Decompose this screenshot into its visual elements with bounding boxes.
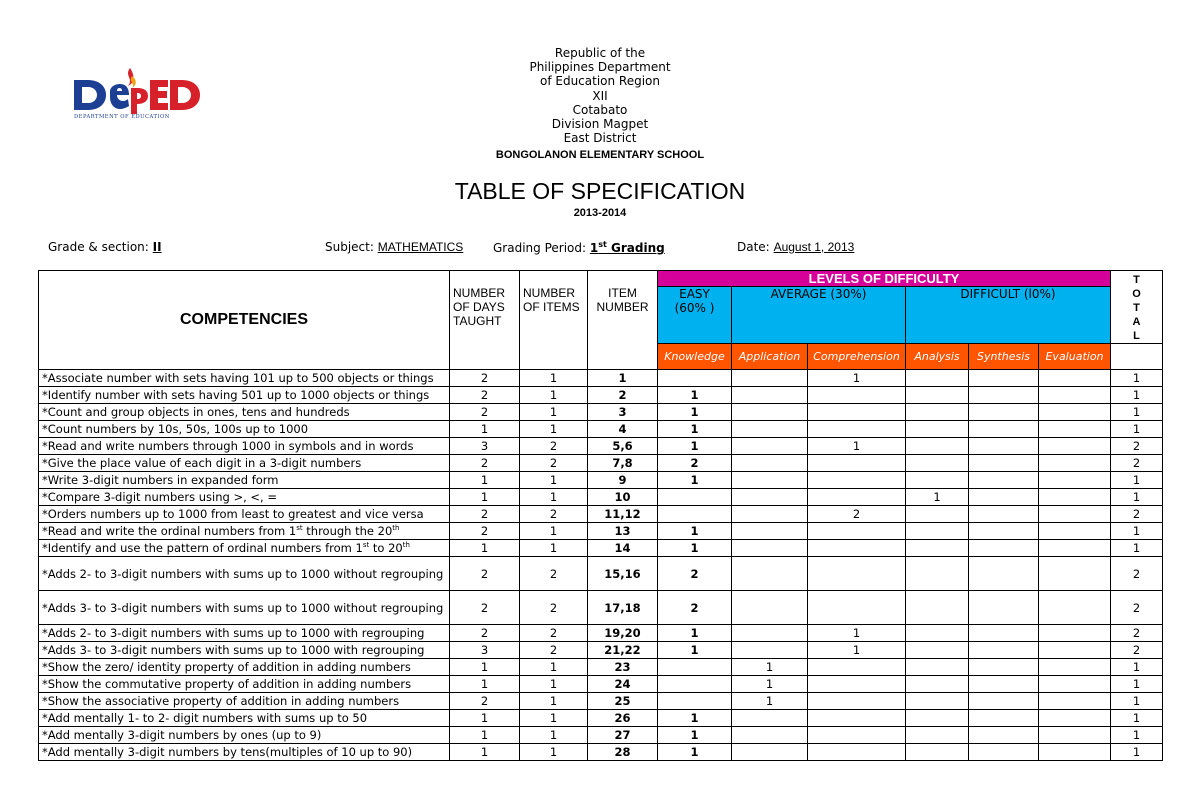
knowledge-cell [658,659,732,676]
items-cell: 1 [520,659,588,676]
comprehension-cell: 1 [808,438,906,455]
synthesis-cell [969,693,1039,710]
total-cell: 1 [1111,676,1163,693]
date-value: August 1, 2013 [773,240,855,254]
application-cell [732,472,808,489]
synthesis-cell [969,506,1039,523]
total-cell: 2 [1111,625,1163,642]
knowledge-cell: 1 [658,404,732,421]
knowledge-cell [658,693,732,710]
svg-text:DEPARTMENT OF EDUCATION: DEPARTMENT OF EDUCATION [74,114,170,120]
total-cell: 1 [1111,540,1163,557]
comprehension-cell [808,676,906,693]
item-number-cell: 14 [588,540,658,557]
synthesis-cell [969,557,1039,591]
days-cell: 3 [450,642,520,659]
total-cell: 1 [1111,370,1163,387]
grading-period [493,240,665,255]
header-line: of Education Region [539,74,661,89]
application-cell [732,421,808,438]
comprehension-cell [808,455,906,472]
item-number-cell: 2 [588,387,658,404]
table-row [39,710,1163,727]
total-cell: 1 [1111,693,1163,710]
items-cell: 2 [520,642,588,659]
competency-cell: *Show the associative property of addition in adding numbers [39,693,450,710]
total-cell: 2 [1111,438,1163,455]
competency-cell: *Read and write the ordinal numbers from 1st through the 20th [39,523,450,540]
analysis-cell [906,710,969,727]
analysis-cell [906,642,969,659]
synthesis-cell [969,591,1039,625]
table-row [39,591,1163,625]
item-number-cell: 1 [588,370,658,387]
competencies-header: COMPETENCIES [39,271,450,370]
analysis-cell [906,591,969,625]
application-cell [732,370,808,387]
knowledge-cell: 1 [658,625,732,642]
comprehension-cell [808,710,906,727]
knowledge-cell: 2 [658,557,732,591]
items-cell: 2 [520,455,588,472]
levels-of-difficulty-header: LEVELS OF DIFFICULTY [658,271,1111,287]
school-name: BONGOLANON ELEMENTARY SCHOOL [495,149,705,162]
document-title: TABLE OF SPECIFICATION [454,178,746,204]
competency-cell: *Add mentally 1- to 2- digit numbers with sums up to 50 [39,710,450,727]
comprehension-cell: 1 [808,370,906,387]
total-cell: 1 [1111,472,1163,489]
application-cell: 1 [732,659,808,676]
evaluation-cell [1039,659,1111,676]
evaluation-cell [1039,693,1111,710]
evaluation-cell [1039,438,1111,455]
subject-value: MATHEMATICS [377,240,464,254]
item-number-cell: 19,20 [588,625,658,642]
synthesis-cell [969,404,1039,421]
synthesis-cell [969,472,1039,489]
evaluation-cell [1039,421,1111,438]
evaluation-cell [1039,489,1111,506]
comprehension-cell [808,727,906,744]
synthesis-cell [969,727,1039,744]
analysis-cell [906,676,969,693]
competency-cell: *Adds 2- to 3-digit numbers with sums up to 1000 with regrouping [39,625,450,642]
analysis-cell [906,625,969,642]
analysis-cell [906,438,969,455]
easy-header: EASY (60% ) [658,287,732,344]
period-label: Grading Period: [493,241,587,255]
days-cell: 1 [450,421,520,438]
total-cell: 1 [1111,387,1163,404]
total-cell: 1 [1111,421,1163,438]
items-cell: 1 [520,540,588,557]
total-cell: 1 [1111,744,1163,761]
items-cell: 2 [520,557,588,591]
total-cell: 1 [1111,710,1163,727]
competency-cell: *Give the place value of each digit in a 3-digit numbers [39,455,450,472]
items-cell: 1 [520,727,588,744]
total-cell: 2 [1111,557,1163,591]
table-row [39,421,1163,438]
evaluation-cell [1039,591,1111,625]
competency-cell: *Read and write numbers through 1000 in symbols and in words [39,438,450,455]
application-cell [732,540,808,557]
days-cell: 1 [450,727,520,744]
synthesis-cell [969,523,1039,540]
knowledge-cell: 2 [658,455,732,472]
grade-value: II [152,240,162,254]
agency-header [450,46,750,163]
competency-cell: *Associate number with sets having 101 up to 500 objects or things [39,370,450,387]
knowledge-cell [658,489,732,506]
days-cell: 2 [450,693,520,710]
days-cell: 2 [450,591,520,625]
synthesis-cell [969,642,1039,659]
total-cell: 2 [1111,642,1163,659]
application-cell [732,404,808,421]
days-cell: 2 [450,625,520,642]
item-number-cell: 24 [588,676,658,693]
analysis-cell [906,421,969,438]
total-cell: 1 [1111,659,1163,676]
evaluation-cell [1039,472,1111,489]
items-cell: 2 [520,625,588,642]
header-line: Republic of the [554,46,646,60]
items-cell: 1 [520,472,588,489]
knowledge-cell: 1 [658,710,732,727]
evaluation-cell [1039,625,1111,642]
competency-cell: *Identify and use the pattern of ordinal numbers from 1st to 20th [39,540,450,557]
knowledge-cell [658,370,732,387]
days-cell: 2 [450,387,520,404]
days-cell: 2 [450,370,520,387]
competency-cell: *Write 3-digit numbers in expanded form [39,472,450,489]
comprehension-cell [808,557,906,591]
analysis-cell [906,472,969,489]
item-number-cell: 21,22 [588,642,658,659]
item-number-cell: 3 [588,404,658,421]
total-header: T O T A L [1111,271,1163,344]
synthesis-cell [969,489,1039,506]
comprehension-cell [808,387,906,404]
knowledge-cell: 1 [658,438,732,455]
competency-cell: *Orders numbers up to 1000 from least to greatest and vice versa [39,506,450,523]
total-cell: 2 [1111,455,1163,472]
knowledge-cell: 1 [658,744,732,761]
table-row [39,455,1163,472]
table-row [39,404,1163,421]
competency-cell: *Add mentally 3-digit numbers by tens(multiples of 10 up to 90) [39,744,450,761]
comprehension-cell [808,404,906,421]
competency-cell: *Adds 2- to 3-digit numbers with sums up to 1000 without regrouping [39,557,450,591]
subject-label: Subject: [325,240,374,254]
days-cell: 1 [450,710,520,727]
days-cell: 1 [450,540,520,557]
days-cell: 1 [450,472,520,489]
knowledge-cell [658,506,732,523]
comprehension-cell: 1 [808,642,906,659]
analysis-cell [906,404,969,421]
comprehension-cell [808,693,906,710]
table-row [39,387,1163,404]
total-header-blank [1111,344,1163,370]
synthesis-cell [969,625,1039,642]
items-cell: 2 [520,506,588,523]
analysis-header: Analysis [906,344,969,370]
analysis-cell [906,744,969,761]
total-cell: 2 [1111,506,1163,523]
analysis-cell [906,455,969,472]
application-cell [732,557,808,591]
evaluation-cell [1039,540,1111,557]
knowledge-cell: 1 [658,472,732,489]
days-cell: 2 [450,557,520,591]
analysis-cell [906,540,969,557]
item-number-cell: 27 [588,727,658,744]
number-of-items-header: NUMBER OF ITEMS [520,271,588,370]
application-cell [732,642,808,659]
comprehension-cell [808,489,906,506]
header-line: Cotabato [572,102,628,117]
table-row [39,370,1163,387]
days-cell: 1 [450,489,520,506]
specification-table [38,270,1163,761]
synthesis-cell [969,710,1039,727]
item-number-cell: 4 [588,421,658,438]
table-row [39,625,1163,642]
analysis-cell [906,523,969,540]
item-number-cell: 26 [588,710,658,727]
application-cell [732,455,808,472]
application-cell [732,438,808,455]
comprehension-cell: 2 [808,506,906,523]
items-cell: 1 [520,421,588,438]
competency-cell: *Add mentally 3-digit numbers by ones (up to 9) [39,727,450,744]
grade-label: Grade & section: [48,240,149,254]
comprehension-cell [808,540,906,557]
school-year: 2013-2014 [573,207,627,219]
competency-cell: *Adds 3- to 3-digit numbers with sums up to 1000 without regrouping [39,591,450,625]
evaluation-cell [1039,557,1111,591]
analysis-cell [906,387,969,404]
days-cell: 2 [450,404,520,421]
item-number-cell: 25 [588,693,658,710]
comprehension-header: Comprehension [808,344,906,370]
items-cell: 1 [520,693,588,710]
days-taught-header: NUMBER OF DAYS TAUGHT [450,271,520,370]
competency-cell: *Count numbers by 10s, 50s, 100s up to 1000 [39,421,450,438]
item-number-header: ITEM NUMBER [588,271,658,370]
table-row [39,557,1163,591]
competency-cell: *Count and group objects in ones, tens and hundreds [39,404,450,421]
items-cell: 1 [520,710,588,727]
application-cell [732,710,808,727]
application-cell [732,744,808,761]
synthesis-cell [969,370,1039,387]
items-cell: 1 [520,387,588,404]
days-cell: 2 [450,523,520,540]
item-number-cell: 10 [588,489,658,506]
item-number-cell: 9 [588,472,658,489]
items-cell: 1 [520,676,588,693]
application-cell [732,591,808,625]
comprehension-cell [808,591,906,625]
analysis-cell: 1 [906,489,969,506]
application-cell [732,506,808,523]
competency-cell: *Compare 3-digit numbers using >, <, = [39,489,450,506]
days-cell: 1 [450,676,520,693]
item-number-cell: 15,16 [588,557,658,591]
competency-cell: *Adds 3- to 3-digit numbers with sums up to 1000 with regrouping [39,642,450,659]
item-number-cell: 5,6 [588,438,658,455]
analysis-cell [906,370,969,387]
analysis-cell [906,506,969,523]
subject [325,240,463,254]
application-header: Application [732,344,808,370]
difficult-header: DIFFICULT (l0%) [906,287,1111,344]
items-cell: 2 [520,591,588,625]
application-cell: 1 [732,676,808,693]
synthesis-header: Synthesis [969,344,1039,370]
table-row [39,506,1163,523]
comprehension-cell [808,472,906,489]
knowledge-cell: 1 [658,523,732,540]
table-row [39,642,1163,659]
application-cell [732,523,808,540]
item-number-cell: 7,8 [588,455,658,472]
application-cell [732,625,808,642]
average-header: AVERAGE (30%) [732,287,906,344]
analysis-cell [906,693,969,710]
table-row [39,676,1163,693]
synthesis-cell [969,676,1039,693]
knowledge-cell: 1 [658,421,732,438]
table-row [39,523,1163,540]
table-row [39,727,1163,744]
evaluation-cell [1039,387,1111,404]
evaluation-cell [1039,523,1111,540]
header-line: East District [563,131,637,146]
synthesis-cell [969,387,1039,404]
grade-section [48,240,162,254]
table-row [39,472,1163,489]
evaluation-cell [1039,727,1111,744]
total-cell: 1 [1111,727,1163,744]
evaluation-cell [1039,370,1111,387]
days-cell: 2 [450,455,520,472]
evaluation-cell [1039,506,1111,523]
application-cell: 1 [732,693,808,710]
total-cell: 1 [1111,489,1163,506]
analysis-cell [906,727,969,744]
total-cell: 1 [1111,404,1163,421]
item-number-cell: 11,12 [588,506,658,523]
evaluation-cell [1039,744,1111,761]
items-cell: 1 [520,404,588,421]
table-body [39,370,1163,761]
table-row [39,489,1163,506]
analysis-cell [906,557,969,591]
competency-cell: *Show the commutative property of addition in adding numbers [39,676,450,693]
comprehension-cell: 1 [808,625,906,642]
analysis-cell [906,659,969,676]
items-cell: 1 [520,370,588,387]
table-row [39,744,1163,761]
days-cell: 1 [450,659,520,676]
synthesis-cell [969,540,1039,557]
table-row [39,659,1163,676]
evaluation-cell [1039,676,1111,693]
knowledge-cell: 1 [658,642,732,659]
table-header [39,271,1163,370]
date-label: Date: [737,240,770,254]
item-number-cell: 17,18 [588,591,658,625]
total-cell: 1 [1111,523,1163,540]
table-row [39,693,1163,710]
application-cell [732,489,808,506]
item-number-cell: 28 [588,744,658,761]
item-number-cell: 13 [588,523,658,540]
evaluation-cell [1039,642,1111,659]
header-line: XII [592,88,608,103]
header-line: Philippines Department [529,60,671,75]
synthesis-cell [969,744,1039,761]
synthesis-cell [969,455,1039,472]
application-cell [732,387,808,404]
evaluation-cell [1039,710,1111,727]
date [737,240,854,254]
synthesis-cell [969,421,1039,438]
comprehension-cell [808,421,906,438]
period-value: 1st Grading [589,240,665,255]
days-cell: 1 [450,744,520,761]
knowledge-header: Knowledge [658,344,732,370]
table-row [39,540,1163,557]
header-line: Division Magpet [551,117,649,132]
items-cell: 1 [520,523,588,540]
items-cell: 1 [520,744,588,761]
knowledge-cell: 1 [658,727,732,744]
comprehension-cell [808,659,906,676]
synthesis-cell [969,659,1039,676]
knowledge-cell: 2 [658,591,732,625]
evaluation-cell [1039,404,1111,421]
synthesis-cell [969,438,1039,455]
knowledge-cell: 1 [658,387,732,404]
evaluation-header: Evaluation [1039,344,1111,370]
items-cell: 1 [520,489,588,506]
days-cell: 3 [450,438,520,455]
total-cell: 2 [1111,591,1163,625]
evaluation-cell [1039,455,1111,472]
comprehension-cell [808,744,906,761]
table-row [39,438,1163,455]
item-number-cell: 23 [588,659,658,676]
application-cell [732,727,808,744]
days-cell: 2 [450,506,520,523]
comprehension-cell [808,523,906,540]
competency-cell: *Show the zero/ identity property of addition in adding numbers [39,659,450,676]
deped-logo [72,66,204,120]
knowledge-cell [658,676,732,693]
competency-cell: *Identify number with sets having 501 up to 1000 objects or things [39,387,450,404]
knowledge-cell: 1 [658,540,732,557]
items-cell: 2 [520,438,588,455]
